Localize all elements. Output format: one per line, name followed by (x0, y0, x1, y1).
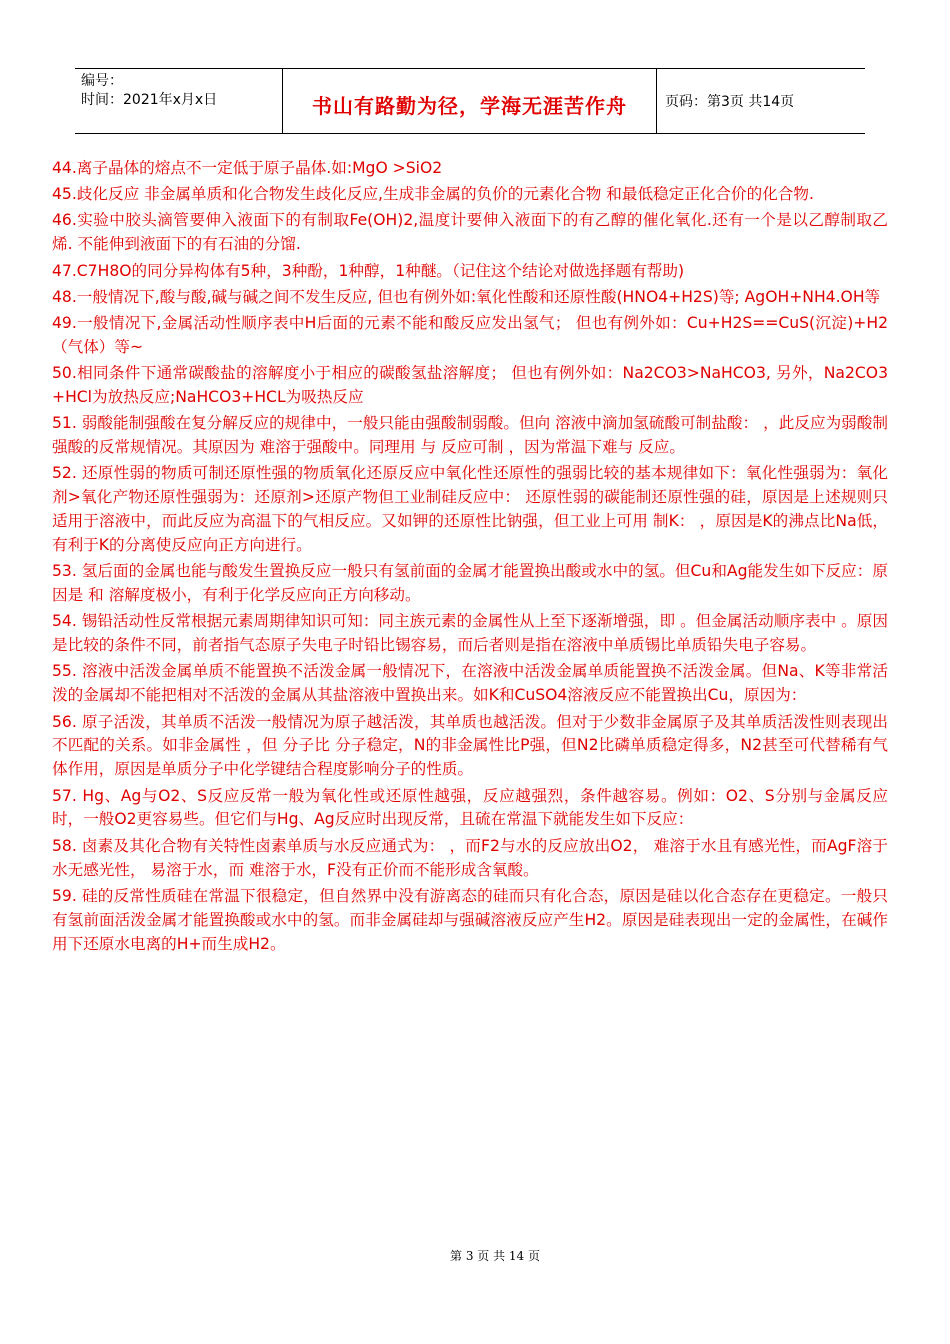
paragraph-55: 55. 溶液中活泼金属单质不能置换不活泼金属一般情况下，在溶液中活泼金属单质能置换不活泼金属。但Na、K等非常活泼的金属却不能把相对不活泼的金属从其盐溶液中置换出来。如K和CuSO4溶液反应不能置换出Cu，原因为： (52, 662, 888, 705)
paragraph-59: 59. 硅的反常性质硅在常温下很稳定，但自然界中没有游离态的硅而只有化合态，原因是硅以化合态存在更稳定。一般只有氢前面活泼金属才能置换酸或水中的氢。而非金属硅却与强碱溶液反应产生H2。原因是硅表现出一定的金属性，在碱作用下还原水电离的H+而生成H2。 (52, 886, 888, 953)
page-header (75, 68, 865, 134)
paragraph-48: 48.一般情况下,酸与酸,碱与碱之间不发生反应, 但也有例外如:氧化性酸和还原性酸(HNO4+H2S)等; AgOH+NH4.OH等 (52, 287, 881, 306)
paragraph-50: 50.相同条件下通常碳酸盐的溶解度小于相应的碳酸氢盐溶解度； 但也有例外如：Na2CO3>NaHCO3, 另外，Na2CO3+HCl为放热反应;NaHCO3+HCL为吸热反应 (52, 364, 888, 406)
footer-page-number: 第 3 页 共 14 页 (450, 1249, 540, 1263)
paragraph-51: 51. 弱酸能制强酸在复分解反应的规律中，一般只能由强酸制弱酸。但向 溶液中滴加氢硫酸可制盐酸： ，此反应为弱酸制强酸的反常规情况。其原因为 难溶于强酸中。同理用 与 反应可制 ，因为常温下难与 反应。 (52, 414, 888, 457)
header-page-cell (657, 69, 865, 133)
header-motto-cell (283, 69, 657, 133)
paragraph-49: 49.一般情况下,金属活动性顺序表中H后面的元素不能和酸反应发出氢气； 但也有例外如：Cu+H2S==CuS(沉淀)+H2（气体）等~ (52, 313, 888, 356)
document-body (52, 157, 888, 959)
paragraph-53: 53. 氢后面的金属也能与酸发生置换反应一般只有氢前面的金属才能置换出酸或水中的氢。但Cu和Ag能发生如下反应：原因是 和 溶解度极小，有利于化学反应向正方向移动。 (52, 562, 888, 605)
page-footer (0, 1247, 950, 1264)
header-page-label: 页码：第3页 共14页 (665, 94, 795, 110)
paragraph-54: 54. 锡铅活动性反常根据元素周期律知识可知：同主族元素的金属性从上至下逐渐增强，即 。但金属活动顺序表中 。原因是比较的条件不同，前者指气态原子失电子时铅比锡容易，而后者则是指在溶液中单质锡比单质铅失电子容易。 (52, 612, 888, 655)
paragraph-46: 46.实验中胶头滴管要伸入液面下的有制取Fe(OH)2,温度计要伸入液面下的有乙醇的催化氧化.还有一个是以乙醇制取乙烯. 不能伸到液面下的有石油的分馏. (52, 211, 888, 254)
paragraph-44: 44.离子晶体的熔点不一定低于原子晶体.如:MgO >SiO2 (52, 159, 443, 177)
time-label: 时间：2021年x月x日 (81, 92, 218, 108)
paragraph-58: 58. 卤素及其化合物有关特性卤素单质与水反应通式为： ，而F2与水的反应放出O2， 难溶于水且有感光性，而AgF溶于水无感光性， 易溶于水，而 难溶于水，F没有正价而不能形成含氧酸。 (52, 836, 888, 879)
paragraph-56: 56. 原子活泼，其单质不活泼一般情况为原子越活泼，其单质也越活泼。但对于少数非金属原子及其单质活泼性则表现出不匹配的关系。如非金属性 ，但 分子比 分子稳定，N的非金属性比P强，但N2比磷单质稳定得多，N2甚至可代替稀有气体作用，原因是单质分子中化学键结合程度影响分子的性质。 (52, 712, 888, 779)
paragraph-45: 45.歧化反应 非金属单质和化合物发生歧化反应,生成非金属的负价的元素化合物 和最低稳定正化合价的化合物. (52, 185, 814, 204)
code-label: 编号： (81, 73, 123, 89)
header-motto: 书山有路勤为径，学海无涯苦作舟 (312, 94, 627, 118)
paragraph-57: 57. Hg、Ag与O2、S反应反常一般为氧化性或还原性越强，反应越强烈，条件越容易。例如：O2、S分别与金属反应时，一般O2更容易些。但它们与Hg、Ag反应时出现反常，且硫在常温下就能发生如下反应： (52, 786, 888, 829)
header-meta (75, 69, 283, 133)
paragraph-47: 47.C7H8O的同分异构体有5种，3种酚，1种醇，1种醚。（记住这个结论对做选择题有帮助) (52, 261, 685, 280)
paragraph-52: 52. 还原性弱的物质可制还原性强的物质氧化还原反应中氧化性还原性的强弱比较的基本规律如下：氧化性强弱为：氧化剂>氧化产物还原性强弱为：还原剂>还原产物但工业制硅反应中： 还原性弱的碳能制还原性强的硅，原因是上述规则只适用于溶液中，而此反应为高温下的气相反应。又如钾的还原性比钠强，但工业上可用 制K： ，原因是K的沸点比Na低，有利于K的分离使反应向正方向进行。 (52, 464, 888, 554)
